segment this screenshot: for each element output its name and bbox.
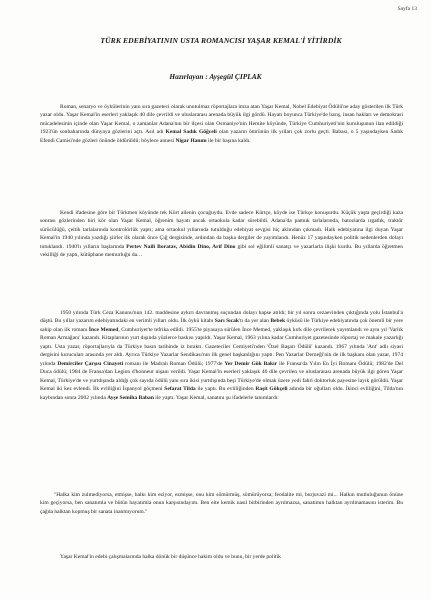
- paragraph-career: [40, 309, 403, 402]
- body-text: ile yaptı. Yaşar Kemal, sanatını şu ifadelerle tanımlardı:: [153, 394, 279, 401]
- paragraph-quote: [40, 491, 403, 516]
- body-text: öyküsü ile Türkiye edebiyatında çok önemli bir yere sahip olan ilk romanı: [40, 318, 403, 333]
- bold-name-text: Kemal Sadık Göğceli: [165, 129, 217, 136]
- bold-name-text: Ayşe Semiha Baban: [107, 394, 154, 401]
- body-text: ile Fransa'da Yılın En İyi Romanı Ödülü; 1982'de Del Duca ödülü; 1984 de Fransa'dan Legion d'honneur nişanı verildi. Yaşar Kemal'in eserleri yaklaşık 40 dile çevrilen ve uluslararası arenada büyük ilgi gören Yaşar Kemal, Türkiye'de ve yurtdışında aldığı çok sayıda ödülü yanı sıra ikisi yurtdışında beşi Türkiye'de olmak üzere yedi fahri doktorluk payesine layık görüldü. Yaşar Kemal iki kez evlendi. İlk evliliğini İspanyol göçmeni: [40, 360, 403, 393]
- body-text: adında bir oğulları oldu. İkinci evliliğini, Tilda'nın kaybından sonra 2002 yılında: [40, 386, 403, 401]
- body-text: 1950 yılında Türk Ceza Kanunu'nun 142. maddesine aykırı davranmış suçundan dolayı hapse atıldı; bir yıl sonra cezaevinden çıktığında yolu İstanbul'a düştü. Bu yıllar yazarım edebiyatındaki en verimli yılları oldu. İlk öykü kitabı: [40, 310, 403, 325]
- body-text: Yaşar Kemal'in edebi çalışmalarında halka dönük bir düşünce hakim oldu ve bunu, bir yerde politik: [60, 554, 281, 560]
- body-text: ile yaptı. Bu evliliğinden: [195, 386, 256, 393]
- body-text: ile bir başına kaldı.: [206, 137, 251, 144]
- body-text: olan yazarın ömrünün ilk yılları çok zorlu geçti. Babası, o 5 yaşındayken Sadık Efendi Camisi'nde gözleri önünde öldürüldü; böylece annesi: [40, 129, 403, 144]
- body-text: Roman, senaryo ve öykülerinin yanı sıra gazeteci olarak unutulmaz röportajlara imza atan Yaşar Kemal, Nobel Edebiyat Ödülü'ne aday gösterilen ilk Türk yazar oldu. Yaşar Kemal'in eserleri yaklaşık 40 dile çevrildi ve uluslararası arenada büyük ilgi gördü. Hayatı boyunca Türkiye'de barış, insan hakları ve demokrasi mücadelesinin içinde olan Yaşar Kemal, o zamanlar Adana'nın bir ilçesi olan Osmaniye'nin Hemite köyünde, Türkiye Cumhuriyeti'nin kuruluşunun ilan edildiği 1923'ün sonbaharında dünyaya gözlerini açtı. Asıl adı: [40, 104, 403, 136]
- bold-name-text: Yer Demir Gök Bakır: [224, 360, 278, 367]
- bold-name-text: Bebek: [270, 318, 286, 325]
- paragraph-closing: [40, 553, 403, 561]
- paragraph-biography-intro: [40, 103, 403, 145]
- paragraph-early-life: [40, 209, 403, 260]
- body-text: gibi sol eğilimli sanatçı ve yazarlarla ilişki kurdu. Bu yıllarda öğretmen vekilliği de yaptı, kütüphane memurluğu da…: [40, 243, 403, 259]
- bold-name-text: İnce Memed: [88, 326, 119, 333]
- body-text: 'tı da yer alan: [239, 318, 271, 325]
- bold-name-text: Raşit Gökçeli: [255, 386, 288, 393]
- body-text: , Cumhuriyet'te tefrika edildi. 1955'te piyasaya sürülen İnce Memed, yaklaşık kırk dile çevrilerek yayımlandı ve aynı yıl 'Varlık Roman Armağanı' kazandı. Kitaplarının yurt dışında yüzlerce baskısı yapıldı. Yaşar Kemal, 1963 yılına kadar Cumhuriyet gazetesinde röportaj ve makale yazarlığı yaptı. Usta yazar, röportajlarıyla da Türkiye basın tarihinde iz bıraktı. Gazeteciler Cemiyeti'nden 'Özel Başarı Ödülü' kazandı. 1967 yılında 'Ant' adlı siyasi dergisini kurucuları arasında yer aldı. Ayrıca Türkiye Yazarlar Sendikası'nın ilk genel başkanlığını yaptı. Pen Yazarlar Derneği'nin de ilk başkanı olan yazar, 1974 yılında: [40, 326, 404, 367]
- bold-name-text: Sefarat Tilda: [164, 386, 196, 393]
- bold-name-text: Sarı Sıcak: [214, 318, 240, 325]
- body-text: "Halka kim zulmediyorsa, etmişse, halkı kim eziyor, ezmişse, onu kim sömürmüş, sömürüyorsa; feodalite mi, burjuvazi mi... Halkın mutluluğunun önüne kim geçiyorsa, ben sanatımla ve bütün hayatımla onun karşısındayım. Ben eite kemik nasıl birbirinden ayrılmazsa, sanatımın halktan ayrılmamasını isterim. Bu çağda halktan kopmuş bir sanata inanmıyorum.": [40, 492, 403, 515]
- bold-name-text: Nigar Hanım: [175, 137, 207, 144]
- body-text: romanı ile Madralı Roman Ödülü; 1977'de: [123, 360, 225, 367]
- bold-name-text: Pertev Naili Boratav, Abidin Dino, Arif Dino: [126, 243, 236, 250]
- article-title: TÜRK EDEBİYATININ USTA ROMANCISI YAŞAR KEMAL'İ YİTİRDİK: [100, 36, 342, 45]
- author-line: Hazırlayan : Ayşegül ÇIPLAK: [169, 72, 262, 81]
- body-text: Kendi ifadesine göre bir Türkmen köyünde tek Kürt ailenin çocuğuydu. Evde sadece Kürtçe, köyde ise Türkçe konuşurdu. Küçük yaşta geçirdiği kaza sonrası gözlerinden biri kör olan Yaşar Kemal, öğrenim hayatı ancak ortaokula kadar sürebildi. Adana'da pamuk tarlalarında, batozlarda ırgatlık, traktör sürücülüğü, çeltik tarlalarında kontrolörlük yaptı; ama ortaokul yıllarında tutulduğu edebiyat sevgisi hiç aklından çıkmadı. Halk edebiyatına ilgi duyan Yaşar Kemal'in 1940 yılında yazdığı şiirler ilk olarak önce Çığ dergisinde, ardından da başka dergiler de yayımlandı. Henüz 17 yaşındayken politik nedenlerden dolayı tutuklandı. 1940'lı yılların başlarında: [40, 210, 403, 250]
- page-number: Sayfa 13: [397, 6, 417, 12]
- bold-name-text: Demirciler Çarşısı Cinayeti: [57, 360, 124, 367]
